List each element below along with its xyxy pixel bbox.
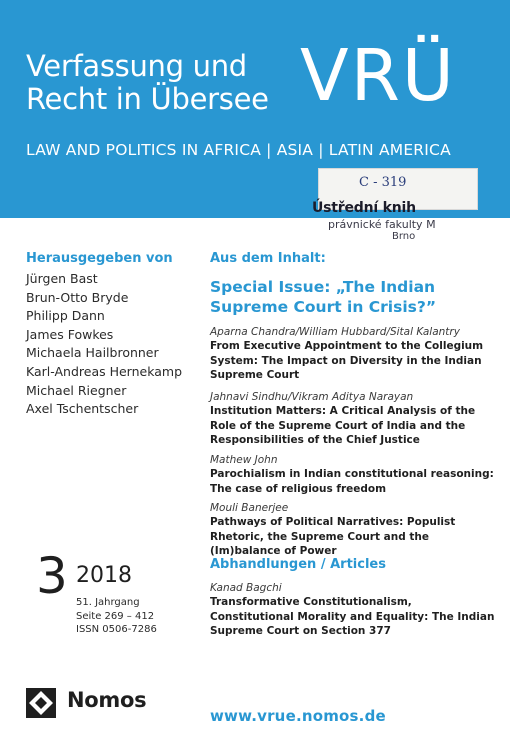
article-entry (210, 390, 495, 448)
article-authors: Kanad Bagchi (210, 582, 282, 594)
issue-volume: 51. Jahrgang (76, 597, 140, 608)
stamp-line3: Brno (392, 231, 416, 242)
special-issue-line2: Supreme Court in Crisis?” (210, 298, 437, 316)
article-authors: Aparna Chandra/William Hubbard/Sital Kalantry (210, 326, 460, 338)
issue-pages: Seite 269 – 412 (76, 610, 155, 622)
article-entry (210, 325, 495, 383)
editor-name: Philipp Dann (26, 308, 105, 324)
issue-meta (76, 596, 157, 637)
journal-title (26, 50, 269, 116)
stamp-line2: právnické fakulty M (328, 218, 436, 231)
special-issue-line1: Special Issue: „The Indian (210, 278, 436, 296)
article-authors: Mouli Banerjee (210, 502, 289, 514)
issue-number: 3 (36, 547, 68, 605)
article-title: From Executive Appointment to the Collegium System: The Impact on Diversity in the Indian Supreme Court (210, 340, 484, 381)
article-entry (210, 453, 495, 496)
journal-subtitle: LAW AND POLITICS IN AFRICA | ASIA | LATIN AMERICA (26, 141, 451, 159)
library-stamp (304, 200, 474, 244)
article-title: Pathways of Political Narratives: Populist Rhetoric, the Supreme Court and the (Im)balance of Power (210, 516, 456, 557)
editor-name: Michaela Hailbronner (26, 345, 159, 361)
editors-heading: Herausgegeben von (26, 251, 173, 266)
stamp-line1: Ústřední knih (312, 200, 416, 216)
editor-name: Michael Riegner (26, 382, 127, 398)
nomos-logo-icon (26, 688, 56, 718)
journal-title-line1: Verfassung und (26, 49, 247, 83)
editor-name: James Fowkes (26, 326, 114, 342)
issue-issn: ISSN 0506-7286 (76, 624, 157, 635)
article-authors: Mathew John (210, 454, 278, 466)
article-entry (210, 501, 495, 559)
article-title: Institution Matters: A Critical Analysis of the Role of the Supreme Court of India and the Responsibilities of the Chief Justice (210, 405, 476, 446)
library-code: C - 319 (359, 175, 407, 190)
editors-list (26, 270, 182, 419)
publisher-name: Nomos (67, 688, 147, 712)
issue-year: 2018 (76, 563, 132, 588)
articles-section-heading: Abhandlungen / Articles (210, 557, 386, 572)
contents-heading: Aus dem Inhalt: (210, 251, 326, 266)
editor-name: Jürgen Bast (26, 271, 98, 286)
journal-brand: VRÜ (300, 34, 456, 117)
article-authors: Jahnavi Sindhu/Vikram Aditya Narayan (210, 391, 414, 403)
article-entry (210, 581, 495, 639)
article-title: Parochialism in Indian constitutional reasoning: The case of religious freedom (210, 468, 494, 495)
editor-name: Karl-Andreas Hernekamp (26, 363, 183, 379)
journal-title-line2: Recht in Übersee (26, 82, 269, 116)
editor-name: Brun-Otto Bryde (26, 289, 129, 305)
cover-banner (0, 0, 510, 218)
special-issue-title (210, 277, 495, 317)
editor-name: Axel Tschentscher (26, 401, 139, 417)
article-title: Transformative Constitutionalism, Constitutional Morality and Equality: The Indian Supreme Court on Section 377 (210, 596, 495, 637)
journal-url: www.vrue.nomos.de (210, 707, 386, 725)
